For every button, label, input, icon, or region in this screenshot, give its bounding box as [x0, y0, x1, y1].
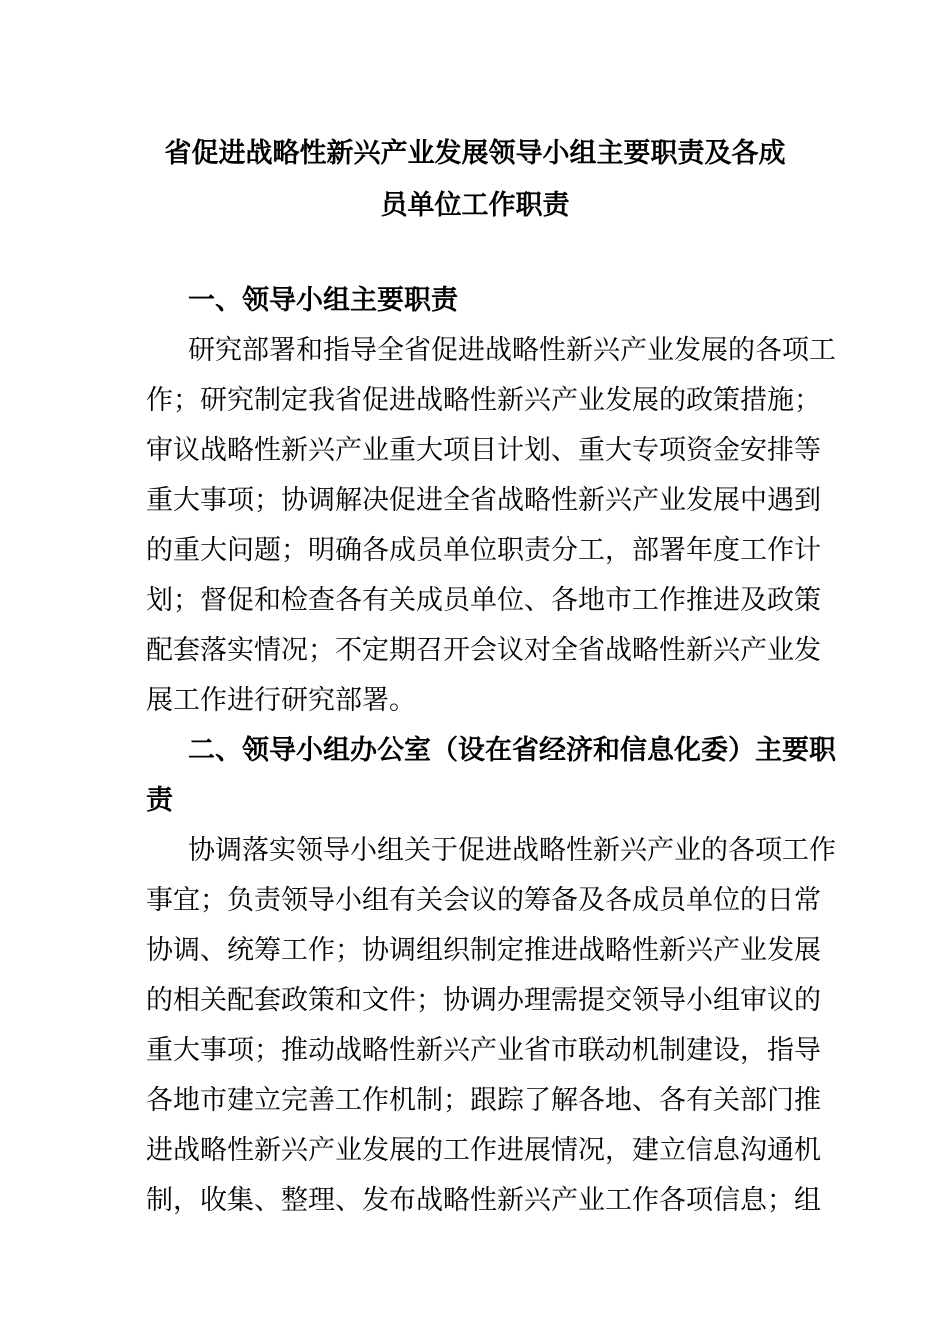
- paragraph-line: 配套落实情况；不定期召开会议对全省战略性新兴产业发: [146, 635, 821, 666]
- document-title: [150, 128, 800, 232]
- title-line: 省促进战略性新兴产业发展领导小组主要职责及各成: [164, 138, 786, 169]
- paragraph-line: 进战略性新兴产业发展的工作进展情况，建立信息沟通机: [146, 1135, 821, 1166]
- paragraph-line: 协调落实领导小组关于促进战略性新兴产业的各项工作: [188, 835, 836, 866]
- paragraph-line: 协调、统筹工作；协调组织制定推进战略性新兴产业发展: [146, 935, 821, 966]
- section-2-heading: [146, 726, 836, 826]
- paragraph-line: 审议战略性新兴产业重大项目计划、重大专项资金安排等: [146, 435, 821, 466]
- paragraph-line: 各地市建立完善工作机制；跟踪了解各地、各有关部门推: [146, 1085, 821, 1116]
- title-line: 员单位工作职责: [380, 190, 570, 221]
- section-1-heading: 一、领导小组主要职责: [188, 285, 458, 316]
- paragraph-line: 展工作进行研究部署。: [146, 685, 416, 716]
- paragraph-line: 作；研究制定我省促进战略性新兴产业发展的政策措施；: [146, 385, 821, 416]
- paragraph-line: 的相关配套政策和文件；协调办理需提交领导小组审议的: [146, 985, 821, 1016]
- paragraph-line: 研究部署和指导全省促进战略性新兴产业发展的各项工: [188, 335, 836, 366]
- paragraph-line: 制，收集、整理、发布战略性新兴产业工作各项信息；组: [146, 1185, 821, 1216]
- paragraph-line: 划；督促和检查各有关成员单位、各地市工作推进及政策: [146, 585, 821, 616]
- paragraph-line: 事宜；负责领导小组有关会议的筹备及各成员单位的日常: [146, 885, 821, 916]
- heading-line: 二、领导小组办公室（设在省经济和信息化委）主要职: [188, 735, 836, 766]
- heading-line: 责: [146, 785, 173, 816]
- paragraph-line: 重大事项；协调解决促进全省战略性新兴产业发展中遇到: [146, 485, 821, 516]
- section-2-paragraph: [146, 826, 836, 1226]
- paragraph-line: 的重大问题；明确各成员单位职责分工，部署年度工作计: [146, 535, 821, 566]
- paragraph-line: 重大事项；推动战略性新兴产业省市联动机制建设，指导: [146, 1035, 821, 1066]
- section-1-paragraph: [146, 326, 836, 726]
